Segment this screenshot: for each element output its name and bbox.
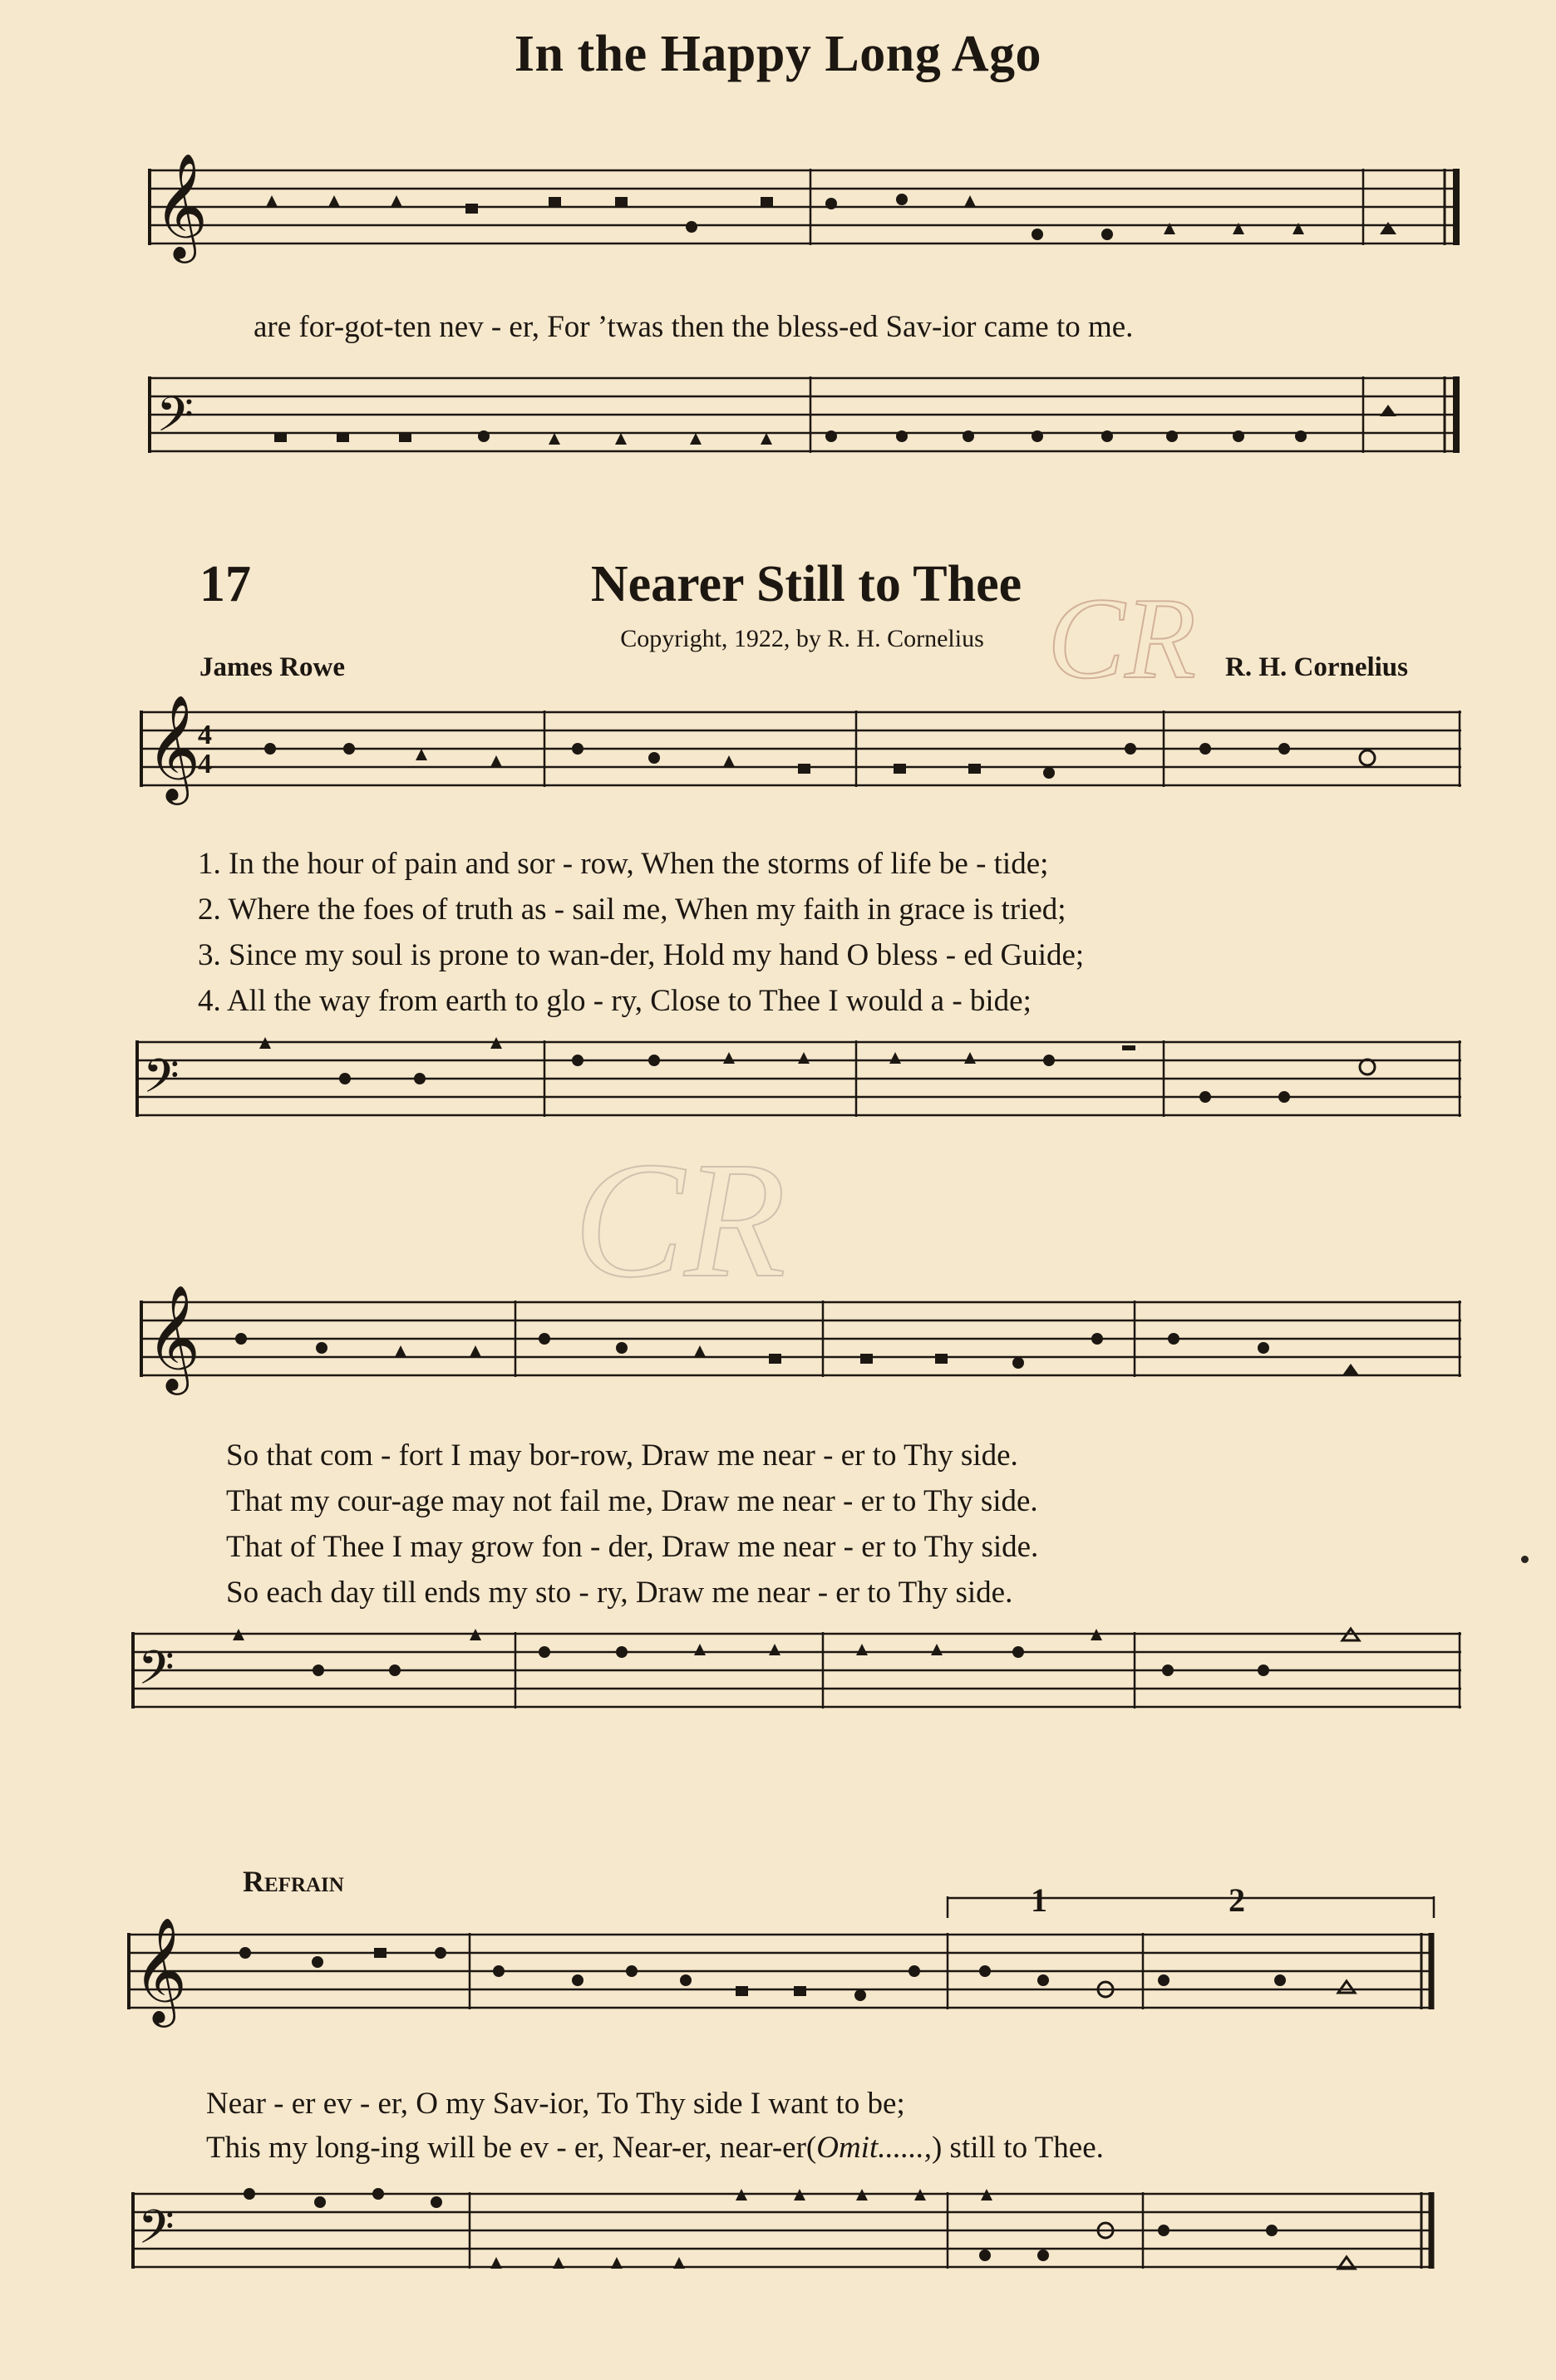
- prev-hymn-title: In the Happy Long Ago: [514, 26, 1042, 82]
- stanza-2-line-a: 2. Where the foes of truth as - sail me, When my faith in grace is tried;: [198, 893, 1066, 927]
- copyright-notice: Copyright, 1922, by R. H. Cornelius: [620, 625, 984, 652]
- lyricist-name: James Rowe: [199, 652, 346, 682]
- svg-text:𝄢: 𝄢: [156, 386, 194, 455]
- refrain-omit-text: Omit......,: [816, 2131, 932, 2165]
- refrain-line-2-text-a: This my long-ing will be ev - er, Near-er, near-er(: [206, 2131, 817, 2165]
- svg-text:𝄢: 𝄢: [138, 2201, 175, 2266]
- refrain-line-1: Near - er ev - er, O my Sav-ior, To Thy side I want to be;: [206, 2087, 905, 2121]
- stanza-3-line-a: 3. Since my soul is prone to wan-der, Hold my hand O bless - ed Guide;: [198, 938, 1085, 972]
- svg-text:𝄞: 𝄞: [146, 1284, 201, 1390]
- stanza-1-line-b: So that com - fort I may bor-row, Draw me near - er to Thy side.: [226, 1438, 1018, 1473]
- composer-name: R. H. Cornelius: [1224, 652, 1408, 682]
- stanza-3-line-b: That of Thee I may grow fon - der, Draw me near - er to Thy side.: [226, 1530, 1039, 1564]
- svg-text:𝄢: 𝄢: [138, 1641, 175, 1707]
- hymn-number: 17: [199, 556, 251, 612]
- pencil-mark-top: CR: [1047, 574, 1196, 703]
- stanza-4-line-b: So each day till ends my sto - ry, Draw me near - er to Thy side.: [226, 1576, 1013, 1610]
- svg-text:𝄞: 𝄞: [146, 694, 201, 800]
- stanza-1-line-a: 1. In the hour of pain and sor - row, When the storms of life be - tide;: [198, 847, 1049, 881]
- pencil-mark-middle: CR: [574, 1129, 786, 1312]
- prev-hymn-lyric: are for-got-ten nev - er, For ’twas then the bless-ed Sav-ior came to me.: [254, 310, 1134, 344]
- stanza-4-line-a: 4. All the way from earth to glo - ry, Close to Thee I would a - bide;: [198, 984, 1032, 1018]
- svg-text:4: 4: [198, 720, 212, 750]
- refrain-line-2-text-b: ) still to Thee.: [931, 2131, 1104, 2165]
- svg-text:4: 4: [198, 749, 212, 779]
- speck-mark: [1521, 1556, 1529, 1563]
- hymn-title: Nearer Still to Thee: [590, 556, 1022, 612]
- refrain-label: Refrain: [243, 1865, 344, 1898]
- svg-text:𝄞: 𝄞: [133, 1916, 188, 2023]
- stanza-2-line-b: That my cour-age may not fail me, Draw me near - er to Thy side.: [226, 1484, 1038, 1518]
- svg-text:𝄞: 𝄞: [154, 154, 209, 258]
- svg-text:𝄢: 𝄢: [143, 1050, 180, 1115]
- second-ending-number: 2: [1229, 1885, 1245, 1919]
- first-ending-number: 1: [1031, 1885, 1047, 1919]
